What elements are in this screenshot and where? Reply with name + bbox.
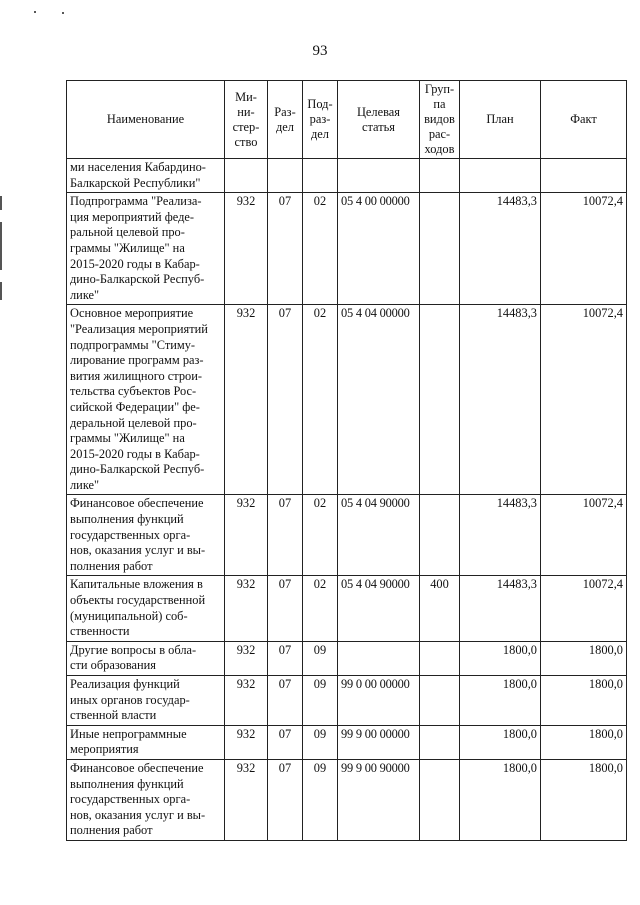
section-cell: 07	[268, 576, 303, 641]
header-line: ходов	[424, 142, 455, 156]
target-article-cell: 99 0 00 00000	[338, 676, 420, 726]
table-body	[67, 159, 627, 841]
ministry-cell: 932	[225, 576, 268, 641]
header-fact	[541, 81, 627, 159]
target-article-cell: 05 4 04 00000	[338, 305, 420, 495]
header-line: дел	[276, 119, 294, 134]
fact-cell: 10072,4	[541, 193, 627, 305]
target-article-cell: 05 4 04 90000	[338, 495, 420, 576]
row-name-line: Основное мероприятие	[70, 306, 194, 321]
row-name-line: вития жилищного строи-	[70, 368, 202, 383]
binding-edge	[0, 222, 2, 270]
header-name	[67, 81, 225, 159]
row-name-line: объекты государственной	[70, 593, 206, 608]
header-line: па	[433, 97, 446, 111]
row-name-line: граммы "Жилище" на	[70, 431, 185, 446]
header-line: дел	[311, 127, 329, 141]
section-cell	[268, 159, 303, 193]
row-name	[67, 759, 225, 840]
fact-cell: 10072,4	[541, 495, 627, 576]
subsection-cell: 02	[303, 193, 338, 305]
header-line: раз-	[309, 112, 331, 126]
table-row	[67, 725, 627, 759]
target-article-cell: 05 4 04 90000	[338, 576, 420, 641]
expense-group-cell	[420, 641, 460, 675]
scan-speck	[62, 12, 64, 14]
header-line: статья	[361, 119, 395, 134]
table-row	[67, 759, 627, 840]
row-name	[67, 305, 225, 495]
ministry-cell: 932	[225, 641, 268, 675]
row-name-line: граммы "Жилище" на	[70, 240, 185, 255]
header-line: Целевая	[356, 104, 401, 119]
expense-group-cell	[420, 759, 460, 840]
plan-cell: 1800,0	[460, 759, 541, 840]
table-row	[67, 676, 627, 726]
fact-cell: 1800,0	[541, 759, 627, 840]
header-line: ни-	[237, 104, 255, 119]
row-name-line: лирование программ раз-	[70, 353, 204, 368]
row-name-line: дино-Балкарской Респуб-	[70, 272, 205, 287]
table-header-row	[67, 81, 627, 159]
subsection-cell: 02	[303, 495, 338, 576]
row-name-line: ственной власти	[70, 708, 157, 723]
row-name-line: 2015-2020 годы в Кабар-	[70, 446, 200, 461]
row-name-line: нов, оказания услуг и вы-	[70, 807, 206, 822]
row-name-line: Реализация функций	[70, 677, 180, 691]
section-cell: 07	[268, 305, 303, 495]
header-line: стер-	[232, 119, 260, 134]
header-plan	[460, 81, 541, 159]
header-line: Ми-	[235, 89, 257, 104]
subsection-cell: 09	[303, 676, 338, 726]
row-name-line: нов, оказания услуг и вы-	[70, 543, 206, 558]
section-cell: 07	[268, 641, 303, 675]
section-cell: 07	[268, 495, 303, 576]
row-name-line: иных органов государ-	[70, 692, 190, 707]
row-name	[67, 495, 225, 576]
plan-cell: 14483,3	[460, 305, 541, 495]
row-name	[67, 193, 225, 305]
row-name	[67, 725, 225, 759]
subsection-cell: 09	[303, 641, 338, 675]
target-article-cell: 99 9 00 90000	[338, 759, 420, 840]
plan-cell	[460, 159, 541, 193]
row-name-line: дино-Балкарской Респуб-	[70, 462, 205, 477]
row-name-line: Финансовое обеспечение	[70, 496, 204, 511]
section-cell: 07	[268, 759, 303, 840]
target-article-cell	[338, 641, 420, 675]
section-cell: 07	[268, 193, 303, 305]
row-name	[67, 641, 225, 675]
row-name	[67, 576, 225, 641]
target-article-cell: 99 9 00 00000	[338, 725, 420, 759]
table-row	[67, 193, 627, 305]
row-name-line: тельства субъектов Рос-	[70, 384, 197, 399]
row-name-line: полнения работ	[70, 558, 153, 573]
ministry-cell	[225, 159, 268, 193]
fact-cell: 10072,4	[541, 576, 627, 641]
header-line: Раз-	[274, 104, 296, 119]
header-line: рас-	[428, 127, 451, 141]
row-name-line: подпрограммы "Стиму-	[70, 337, 196, 352]
header-line: Под-	[307, 97, 333, 111]
row-name-line: Балкарской Республики"	[70, 175, 201, 190]
binding-edge	[0, 196, 2, 210]
budget-table	[66, 80, 627, 841]
header-line: видов	[424, 112, 455, 126]
header-line: Груп-	[424, 82, 455, 96]
subsection-cell: 02	[303, 576, 338, 641]
section-cell: 07	[268, 676, 303, 726]
ministry-cell: 932	[225, 725, 268, 759]
expense-group-cell	[420, 305, 460, 495]
row-name-line: Другие вопросы в обла-	[70, 642, 197, 657]
page-number: 93	[312, 43, 328, 59]
scan-speck	[34, 11, 36, 13]
row-name-line: деральной целевой про-	[70, 415, 197, 430]
row-name-line: сийской Федерации" фе-	[70, 399, 200, 414]
row-name-line: ственности	[70, 624, 130, 639]
fact-cell: 10072,4	[541, 305, 627, 495]
row-name	[67, 159, 225, 193]
expense-group-cell	[420, 159, 460, 193]
plan-cell: 14483,3	[460, 495, 541, 576]
row-name-line: лике"	[70, 287, 100, 302]
header-line: ство	[234, 134, 258, 149]
header-target-article	[338, 81, 420, 159]
row-name-line: лике"	[70, 477, 100, 492]
row-name-line: полнения работ	[70, 823, 153, 838]
ministry-cell: 932	[225, 193, 268, 305]
plan-cell: 14483,3	[460, 193, 541, 305]
header-section	[268, 81, 303, 159]
expense-group-cell: 400	[420, 576, 460, 641]
target-article-cell: 05 4 00 00000	[338, 193, 420, 305]
plan-cell: 1800,0	[460, 641, 541, 675]
fact-cell: 1800,0	[541, 676, 627, 726]
ministry-cell: 932	[225, 759, 268, 840]
ministry-cell: 932	[225, 676, 268, 726]
row-name	[67, 676, 225, 726]
section-cell: 07	[268, 725, 303, 759]
row-name-line: 2015-2020 годы в Кабар-	[70, 256, 200, 271]
row-name-line: Финансовое обеспечение	[70, 760, 204, 775]
fact-cell: 1800,0	[541, 725, 627, 759]
header-line: Факт	[570, 112, 597, 126]
table-row	[67, 305, 627, 495]
header-subsection	[303, 81, 338, 159]
expense-group-cell	[420, 495, 460, 576]
ministry-cell: 932	[225, 305, 268, 495]
table-row	[67, 159, 627, 193]
ministry-cell: 932	[225, 495, 268, 576]
row-name-line: сти образования	[70, 658, 157, 673]
header-line: Наименование	[106, 112, 185, 126]
expense-group-cell	[420, 676, 460, 726]
row-name-line: государственных орга-	[70, 792, 191, 807]
row-name-line: ми населения Кабардино-	[70, 160, 206, 174]
row-name-line: Иные непрограммные	[70, 726, 187, 741]
table-row	[67, 495, 627, 576]
row-name-line: мероприятия	[70, 742, 139, 757]
expense-group-cell	[420, 725, 460, 759]
header-ministry	[225, 81, 268, 159]
header-expense-group	[420, 81, 460, 159]
target-article-cell	[338, 159, 420, 193]
fact-cell: 1800,0	[541, 641, 627, 675]
header-line: План	[486, 112, 514, 126]
row-name-line: (муниципальной) соб-	[70, 608, 188, 623]
row-name-line: выполнения функций	[70, 776, 184, 791]
subsection-cell: 09	[303, 725, 338, 759]
plan-cell: 14483,3	[460, 576, 541, 641]
row-name-line: государственных орга-	[70, 527, 191, 542]
plan-cell: 1800,0	[460, 676, 541, 726]
fact-cell	[541, 159, 627, 193]
subsection-cell	[303, 159, 338, 193]
expense-group-cell	[420, 193, 460, 305]
subsection-cell: 02	[303, 305, 338, 495]
row-name-line: выполнения функций	[70, 512, 184, 527]
row-name-line: Капитальные вложения в	[70, 577, 203, 592]
row-name-line: "Реализация мероприятий	[70, 321, 208, 336]
subsection-cell: 09	[303, 759, 338, 840]
table-row	[67, 641, 627, 675]
row-name-line: Подпрограмма "Реализа-	[70, 194, 202, 209]
binding-edge	[0, 282, 2, 300]
plan-cell: 1800,0	[460, 725, 541, 759]
row-name-line: ральной целевой про-	[70, 225, 185, 240]
row-name-line: ция мероприятий феде-	[70, 209, 195, 224]
table-row	[67, 576, 627, 641]
